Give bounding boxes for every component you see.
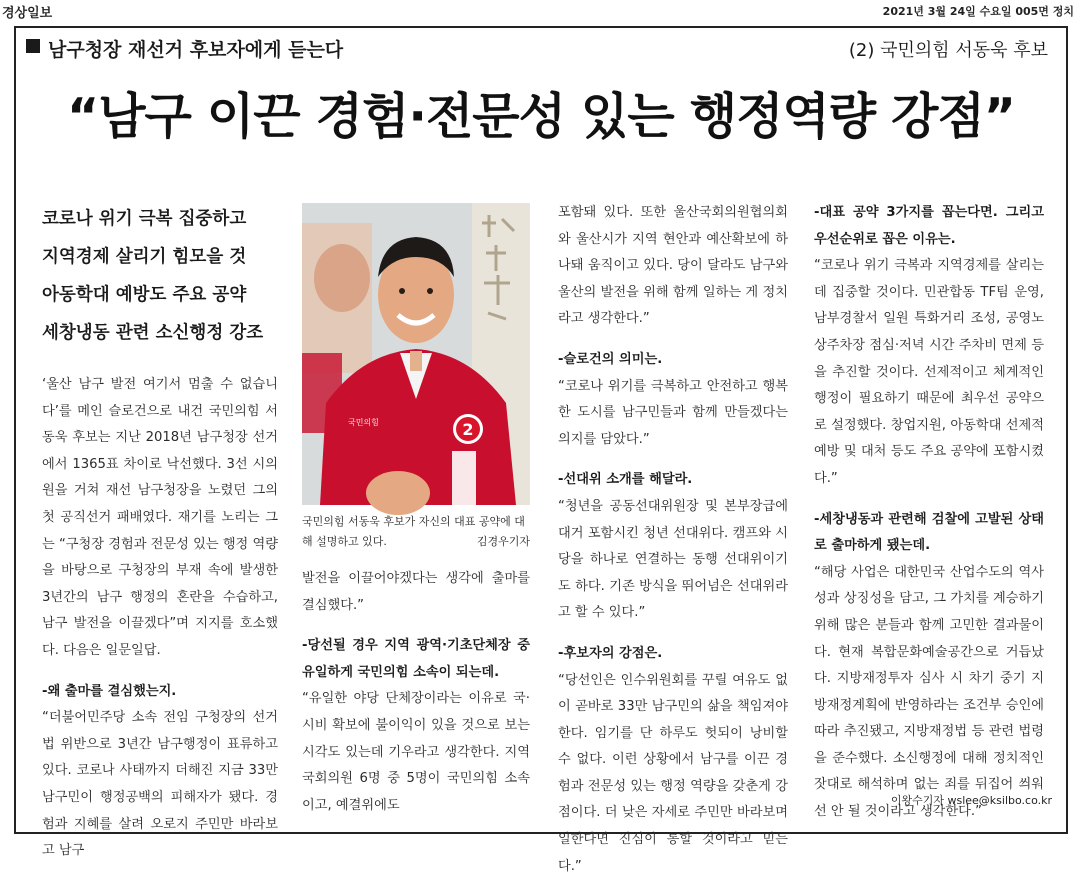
caption-text: 국민의힘 서동욱 후보가 자신의 대표 공약에 대해 설명하고 있다. xyxy=(302,515,525,548)
candidate-photo xyxy=(302,203,530,505)
article-column-4 xyxy=(814,200,1044,826)
photo-credit: 김경우기자 xyxy=(477,532,530,552)
subhead: 코로나 위기 극복 집중하고 xyxy=(42,200,282,238)
paragraph: ‘울산 남구 발전 여기서 멈출 수 없습니다’를 메인 슬로건으로 내건 국민의힘 서동욱 후보는 지난 2018년 남구청장 선거에서 1365표 차이로 낙선했다. 3선 시의원을 거쳐 재선 남구청장을 노렸던 그의 첫 공직선거 패배였다. 재기를 노리는 그는 “구청장 경험과 전문성 있는 행정 역량을 바탕으로 구청장의 부재 속에 발생한 3년간의 남구 행정의 혼란을 수습하고, 남구 발전을 이끌겠다”며 지지를 호소했다. 다음은 일문일답. xyxy=(42,372,278,665)
subhead: 세창냉동 관련 소신행정 강조 xyxy=(42,314,282,352)
series-row xyxy=(14,36,1068,66)
part-label: (2) 국민의힘 서동욱 후보 xyxy=(849,36,1048,62)
bullet-square-icon xyxy=(26,39,40,53)
question-heading: -슬로건의 의미는. xyxy=(558,347,788,374)
paragraph: “더불어민주당 소속 전임 구청장의 선거법 위반으로 3년간 남구행정이 표류하고 있다. 코로나 사태까지 더해진 지금 33만 남구민이 행정공백의 피해자가 됐다. 경험과 지혜를 살려 오로지 주민만 바라보고 남구 xyxy=(42,705,278,865)
subhead: 아동학대 예방도 주요 공약 xyxy=(42,276,282,314)
paragraph: “유일한 야당 단체장이라는 이유로 국·시비 확보에 불이익이 있을 것으로 보는 시각도 있는데 기우라고 생각한다. 지역 국회의원 6명 중 5명이 국민의힘 소속이고, 예결위에도 xyxy=(302,686,530,819)
headline: “남구 이끈 경험·전문성 있는 행정역량 강점” xyxy=(14,78,1068,148)
candidate-number-badge: 2 xyxy=(462,420,473,439)
paragraph: 발전을 이끌어야겠다는 생각에 출마를 결심했다.” xyxy=(302,566,530,619)
newspaper-name: 경상일보 xyxy=(2,2,52,21)
article-column-1 xyxy=(42,372,278,865)
paragraph: “당선인은 인수위원회를 꾸릴 여유도 없이 곧바로 33만 남구민의 삶을 책임져야 한다. 임기를 단 하루도 헛되이 낭비할 수 없다. 이런 상황에서 남구를 이끈 경험과 전문성 있는 행정 역량을 갖춘게 강점이다. 더 낮은 자세로 주민만 바라보며 일한다면 진심이 통할 것이라고 믿는다.” xyxy=(558,668,788,880)
question-heading: -세창냉동과 관련해 검찰에 고발된 상태로 출마하게 됐는데. xyxy=(814,507,1044,560)
question-heading: -왜 출마를 결심했는지. xyxy=(42,679,278,706)
article-column-3 xyxy=(558,200,788,880)
paragraph: “해당 사업은 대한민국 산업수도의 역사성과 상징성을 담고, 그 가치를 계승하기 위해 많은 분들과 함께 고민한 결과물이다. 현재 복합문화예술공간으로 거듭났다. 지방재정투자 심사 시 차기 중기 지방재정계획에 반영하라는 조건부 승인에 따라 추진됐고, 지방재정법 등 관련 법령을 준수했다. 소신행정에 대해 정치적인 잣대로 해석하며 없는 죄를 뒤집어 씌워선 안 될 것이라고 생각한다.” xyxy=(814,560,1044,826)
paragraph: “코로나 위기를 극복하고 안전하고 행복한 도시를 남구민들과 함께 만들겠다는 의지를 담았다.” xyxy=(558,374,788,454)
series-title: 남구청장 재선거 후보자에게 듣는다 xyxy=(48,35,343,62)
subhead: 지역경제 살리기 힘모을 것 xyxy=(42,238,282,276)
question-heading: -대표 공약 3가지를 꼽는다면. 그리고 우선순위로 꼽은 이유는. xyxy=(814,200,1044,253)
paragraph: 포함돼 있다. 또한 울산국회의원협의회와 울산시가 지역 현안과 예산확보에 하나돼 움직이고 있다. 당이 달라도 남구와 울산의 발전을 위해 함께 일하는 게 정치라고 생각한다.” xyxy=(558,200,788,333)
paragraph: “청년을 공동선대위원장 및 본부장급에 대거 포함시킨 청년 선대위다. 캠프와 시당을 하나로 연결하는 동행 선대위이기도 하다. 기존 방식을 뛰어넘은 선대위라고 할 수 있다.” xyxy=(558,494,788,627)
question-heading: -후보자의 강점은. xyxy=(558,641,788,668)
subheads xyxy=(42,200,282,352)
article-column-2 xyxy=(302,566,530,819)
question-heading: -당선될 경우 지역 광역·기초단체장 중 유일하게 국민의힘 소속이 되는데. xyxy=(302,633,530,686)
reporter-credit: 이왕수기자 wslee@ksilbo.co.kr xyxy=(891,792,1052,808)
dateline: 2021년 3월 24일 수요일 005면 정치 xyxy=(883,3,1074,19)
paragraph: “코로나 위기 극복과 지역경제를 살리는 데 집중할 것이다. 민관합동 TF팀 운영, 남부경찰서 일원 특화거리 조성, 공영노상주차장 점심·저녁 시간 주차비 면제 등을 추진할 것이다. 선제적이고 체계적인 행정이 필요하기 때문에 최우선 공약으로 설정했다. 창업지원, 아동학대 선제적 예방 및 대처 등도 주요 공약에 포함시켰다.” xyxy=(814,253,1044,492)
jacket-sign-text: 국민의힘 xyxy=(348,417,379,427)
masthead xyxy=(0,0,1080,20)
photo-caption xyxy=(302,512,530,552)
question-heading: -선대위 소개를 해달라. xyxy=(558,467,788,494)
